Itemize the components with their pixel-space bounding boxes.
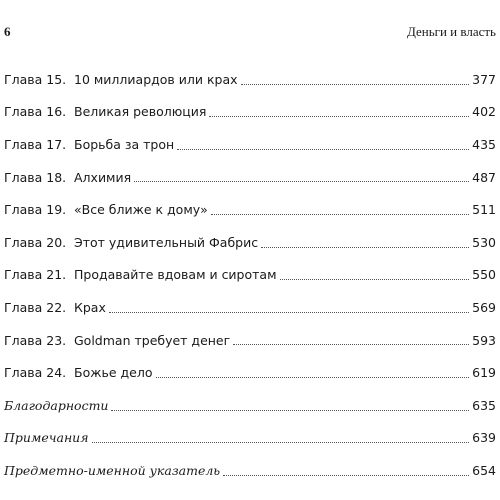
dot-leader: [156, 376, 470, 378]
dot-leader: [211, 213, 469, 215]
dot-leader: [261, 246, 469, 248]
dot-leader: [92, 441, 470, 443]
chapter-title: Великая революция: [74, 104, 207, 120]
page-reference: 377: [472, 71, 496, 87]
dot-leader: [177, 148, 469, 150]
chapter-title: Этот удивительный Фабрис: [74, 234, 259, 250]
page-reference: 639: [472, 430, 496, 446]
toc-entry: [4, 128, 496, 161]
page-reference: 619: [472, 365, 496, 381]
page-number: 6: [4, 24, 11, 39]
back-matter-title: Примечания: [4, 430, 89, 446]
chapter-label: Глава 22.: [4, 299, 67, 315]
chapter-label: Глава 17.: [4, 136, 67, 152]
dot-leader: [134, 180, 469, 182]
toc-entry: [4, 356, 496, 389]
toc-entry: [4, 259, 496, 292]
chapter-label: Глава 19.: [4, 202, 67, 218]
toc-entry: [4, 226, 496, 259]
chapter-label: Глава 18.: [4, 169, 67, 185]
toc-entry: [4, 161, 496, 194]
chapter-title: Крах: [74, 299, 106, 315]
chapter-title: Goldman требует денег: [74, 332, 231, 348]
toc-entry: [4, 193, 496, 226]
page-reference: 550: [472, 267, 496, 283]
dot-leader: [223, 474, 469, 476]
toc-entry: [4, 324, 496, 357]
chapter-title: Божье дело: [74, 365, 153, 381]
page-reference: 569: [472, 299, 496, 315]
dot-leader: [241, 83, 470, 85]
dot-leader: [280, 278, 470, 280]
page-reference: 654: [472, 462, 496, 478]
dot-leader: [111, 409, 469, 411]
back-matter-title: Предметно-именной указатель: [4, 462, 221, 478]
page-reference: 511: [472, 202, 496, 218]
running-head: [4, 24, 496, 42]
dot-leader: [233, 343, 469, 345]
chapter-title: Продавайте вдовам и сиротам: [74, 267, 277, 283]
chapter-label: Глава 23.: [4, 332, 67, 348]
chapter-label: Глава 15.: [4, 71, 67, 87]
book-title: Деньги и власть: [406, 24, 496, 39]
back-matter-entry: [4, 454, 496, 487]
page-reference: 402: [472, 104, 496, 120]
page-reference: 593: [472, 332, 496, 348]
back-matter-title: Благодарности: [4, 397, 109, 413]
dot-leader: [209, 115, 469, 117]
page-reference: 635: [472, 397, 496, 413]
back-matter-entry: [4, 389, 496, 422]
chapter-label: Глава 20.: [4, 234, 67, 250]
chapter-label: Глава 21.: [4, 267, 67, 283]
chapter-title: «Все ближе к дому»: [74, 202, 208, 218]
chapter-title: 10 миллиардов или крах: [74, 71, 238, 87]
toc-entry: [4, 291, 496, 324]
dot-leader: [109, 311, 469, 313]
chapter-label: Глава 16.: [4, 104, 67, 120]
table-of-contents: [4, 63, 496, 487]
page-reference: 487: [472, 169, 496, 185]
page-reference: 435: [472, 136, 496, 152]
chapter-title: Алхимия: [74, 169, 132, 185]
chapter-label: Глава 24.: [4, 365, 67, 381]
page-reference: 530: [472, 234, 496, 250]
back-matter-entry: [4, 422, 496, 455]
toc-entry: [4, 96, 496, 129]
chapter-title: Борьба за трон: [74, 136, 175, 152]
toc-entry: [4, 63, 496, 96]
